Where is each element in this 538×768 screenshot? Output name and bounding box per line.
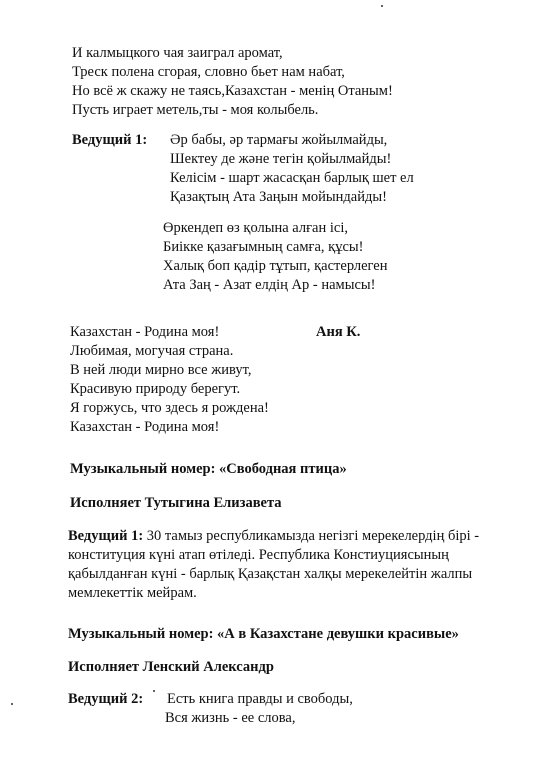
stanza1-line-3: Но всё ж скажу не таясь,Казахстан - менің Отаным! — [72, 83, 393, 99]
host1-prose-line-4: мемлекеттік мейрам. — [68, 585, 197, 601]
host1-verse1-line-1: Әр бабы, әр тармағы жойылмайды, — [170, 132, 388, 148]
poem2-line-2: Любимая, могучая страна. — [70, 343, 234, 359]
host1-prose-line-3: қабылданған күні - барлық Қазақстан халқы мерекелейтін жалпы — [68, 566, 473, 582]
host1-prose-line-2: конституция күні атап өтіледі. Республика Констиуциясының — [68, 547, 449, 563]
host1-verse2-line-1: Өркендеп өз қолына алған ісі, — [163, 220, 348, 236]
host1-prose-line-1 — [68, 527, 479, 545]
scan-speck — [381, 5, 383, 7]
stanza1-line-2: Треск полена сгорая, словно бьет нам набат, — [72, 64, 345, 80]
stanza1-line-4: Пусть играет метель,ты - моя колыбель. — [72, 102, 319, 118]
host1-verse2-line-2: Биікке қазағымның самға, құсы! — [163, 239, 364, 255]
host1-verse1-line-3: Келісім - шарт жасасқан барлық шет ел — [170, 170, 414, 186]
performer-2: Исполняет Ленский Александр — [68, 659, 274, 675]
poem2-line-3: В ней люди мирно все живут, — [70, 362, 252, 378]
stanza1-line-1: И калмыцкого чая заиграл аромат, — [72, 45, 283, 61]
host1-verse2-line-3: Халық боп қадір тұтып, қастерлеген — [163, 258, 388, 274]
poem2-line-5: Я горжусь, что здесь я рождена! — [70, 400, 269, 416]
music-number-2: Музыкальный номер: «А в Казахстане девушки красивые» — [68, 626, 459, 642]
host1-prose-label: Ведущий 1: — [68, 528, 144, 544]
host1-verse1-line-4: Қазақтың Ата Заңын мойындайды! — [170, 189, 387, 205]
host1-verse2-line-4: Ата Заң - Азат елдің Ар - намысы! — [163, 277, 376, 293]
host1-verse1-line-2: Шектеу де және тегін қойылмайды! — [170, 151, 392, 167]
music-number-1: Музыкальный номер: «Свободная птица» — [70, 461, 347, 477]
host2-verse-line-2: Вся жизнь - ее слова, — [165, 710, 296, 726]
scan-speck — [11, 703, 13, 705]
poem2-author: Аня К. — [316, 324, 361, 340]
host1-label: Ведущий 1: — [72, 132, 148, 148]
poem2-line-4: Красивую природу берегут. — [70, 381, 241, 397]
poem2-line-1: Казахстан - Родина моя! — [70, 324, 220, 340]
host1-prose-text-1: 30 тамыз республикамызда негізгі мерекелердің бірі - — [143, 528, 480, 544]
poem2-line-6: Казахстан - Родина моя! — [70, 419, 220, 435]
host2-verse-line-1: Есть книга правды и свободы, — [167, 691, 353, 707]
performer-1: Исполняет Тутыгина Елизавета — [70, 495, 282, 511]
scan-speck — [153, 690, 155, 692]
host2-label: Ведущий 2: — [68, 691, 144, 707]
